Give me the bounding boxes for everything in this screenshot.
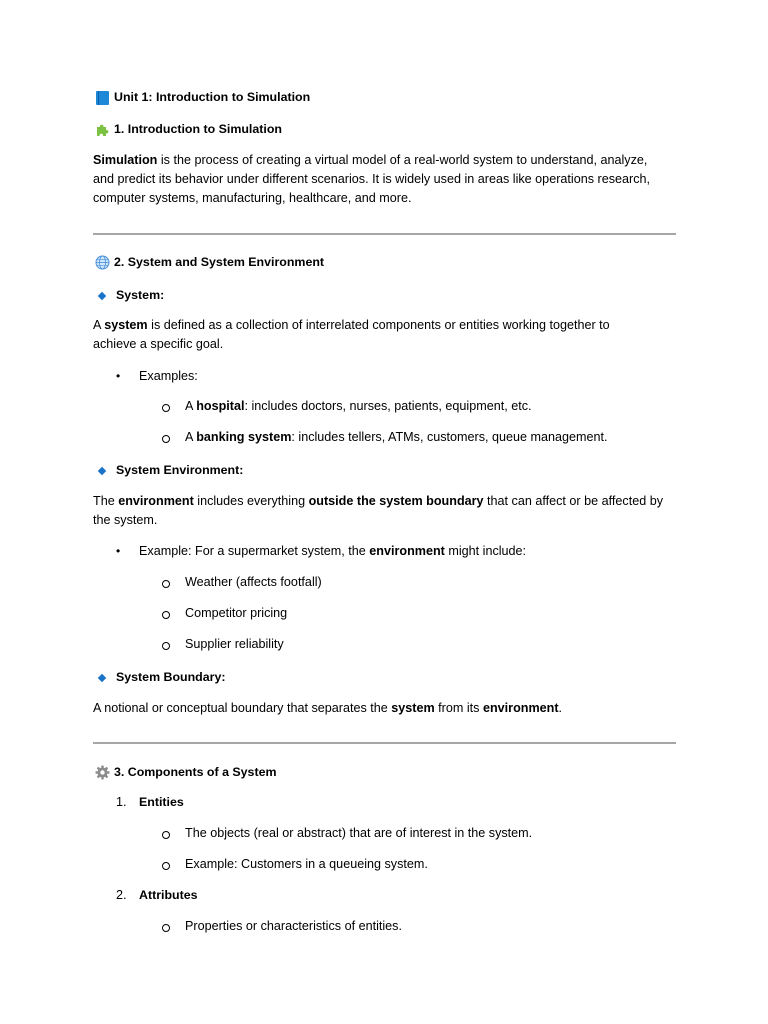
section-1-paragraph-line-2: and predict its behavior under different scenarios. It is widely used in areas like operations research, — [93, 172, 650, 186]
system-paragraph-line-1: A system is defined as a collection of interrelated components or entities working together to — [93, 318, 610, 332]
circle-bullet — [162, 831, 170, 839]
horizontal-rule — [93, 742, 676, 744]
attributes-sub-item: Properties or characteristics of entities. — [185, 919, 402, 933]
section-1-paragraph-line-3: computer systems, manufacturing, healthcare, and more. — [93, 191, 412, 205]
section-3-heading: 3. Components of a System — [95, 763, 277, 782]
section-2-heading: 2. System and System Environment — [95, 253, 324, 272]
globe-icon — [95, 255, 110, 270]
unit-title: Unit 1: Introduction to Simulation — [96, 88, 310, 107]
environment-item: Competitor pricing — [185, 606, 288, 620]
environment-paragraph-line-2: the system. — [93, 513, 158, 527]
bullet-dot: • — [116, 369, 121, 383]
environment-example: Example: For a supermarket system, the environment might include: — [139, 544, 527, 558]
book-icon — [96, 91, 109, 105]
circle-bullet — [162, 435, 170, 443]
diamond-bullet-icon — [98, 673, 106, 681]
circle-bullet — [162, 924, 170, 932]
circle-bullet — [162, 862, 170, 870]
environment-paragraph-line-1: The environment includes everything outside the system boundary that can affect or be affected by — [93, 494, 664, 508]
circle-bullet — [162, 580, 170, 588]
circle-bullet — [162, 642, 170, 650]
system-boundary-subheading: System Boundary: — [95, 668, 225, 687]
circle-bullet — [162, 404, 170, 412]
entities-sub-item: The objects (real or abstract) that are of interest in the system. — [185, 826, 533, 840]
diamond-bullet-icon — [98, 291, 106, 299]
entities-sub-item: Example: Customers in a queueing system. — [185, 857, 428, 871]
example-banking: A banking system: includes tellers, ATMs, customers, queue management. — [185, 430, 608, 444]
puzzle-icon — [95, 123, 109, 137]
system-subheading: System: — [95, 286, 164, 305]
section-1-heading: 1. Introduction to Simulation — [95, 120, 282, 139]
system-paragraph-line-2: achieve a specific goal. — [93, 337, 224, 351]
section-1-paragraph-line-1: Simulation is the process of creating a virtual model of a real-world system to understand, analyze, — [93, 153, 648, 167]
list-number: 2. — [116, 888, 127, 902]
environment-item: Weather (affects footfall) — [185, 575, 322, 589]
attributes-label: Attributes — [139, 888, 198, 902]
gear-icon — [95, 765, 110, 780]
boundary-paragraph: A notional or conceptual boundary that separates the system from its environment. — [93, 701, 563, 715]
environment-item: Supplier reliability — [185, 637, 284, 651]
list-number: 1. — [116, 795, 127, 809]
entities-label: Entities — [139, 795, 184, 809]
system-environment-subheading: System Environment: — [95, 461, 243, 480]
examples-label: Examples: — [139, 369, 198, 383]
example-hospital: A hospital: includes doctors, nurses, patients, equipment, etc. — [185, 399, 532, 413]
horizontal-rule — [93, 233, 676, 235]
circle-bullet — [162, 611, 170, 619]
diamond-bullet-icon — [98, 466, 106, 474]
bullet-dot: • — [116, 544, 121, 558]
